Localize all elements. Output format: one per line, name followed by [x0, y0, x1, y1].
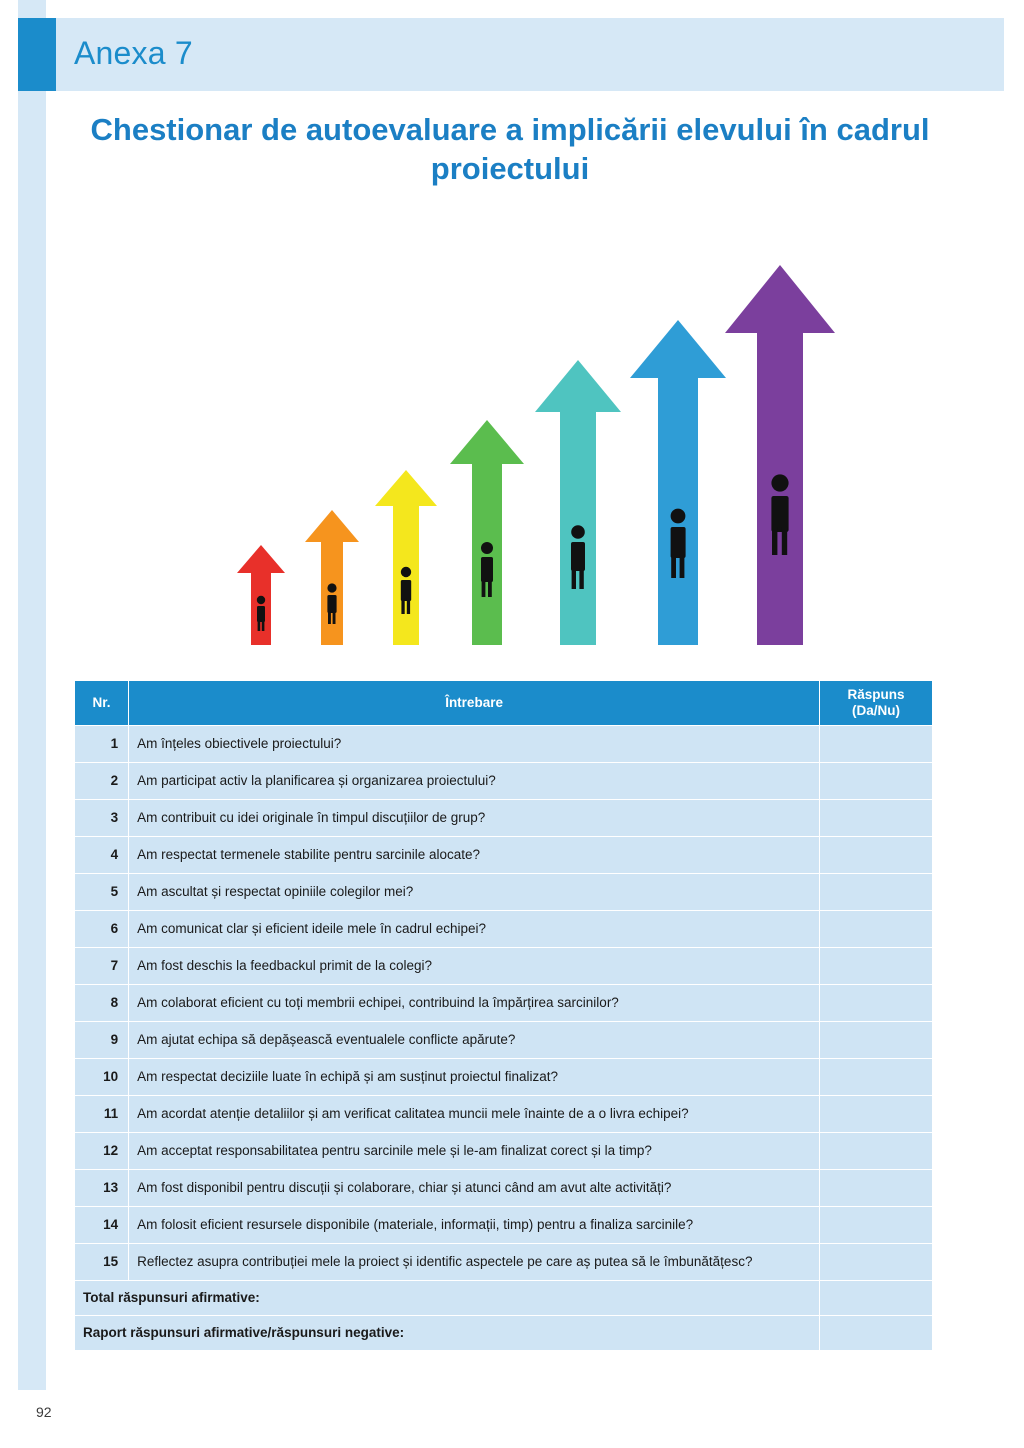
row-number: 14 — [75, 1207, 129, 1244]
table-row — [75, 1207, 933, 1244]
row-answer-cell[interactable] — [820, 1207, 933, 1244]
arrow-5 — [535, 360, 621, 645]
column-header-question: Întrebare — [129, 681, 820, 726]
row-question: Am acceptat responsabilitatea pentru sarcinile mele și le-am finalizat corect și la timp? — [129, 1133, 820, 1170]
growth-arrows-illustration — [215, 265, 815, 645]
arrow-7 — [725, 265, 835, 645]
table-row — [75, 1096, 933, 1133]
table-row — [75, 985, 933, 1022]
summary-label: Total răspunsuri afirmative: — [75, 1281, 820, 1316]
row-answer-cell[interactable] — [820, 985, 933, 1022]
row-question: Am colaborat eficient cu toți membrii echipei, contribuind la împărțirea sarcinilor? — [129, 985, 820, 1022]
row-question: Am respectat termenele stabilite pentru sarcinile alocate? — [129, 837, 820, 874]
row-answer-cell[interactable] — [820, 837, 933, 874]
row-number: 12 — [75, 1133, 129, 1170]
row-question: Am comunicat clar și eficient ideile mele în cadrul echipei? — [129, 911, 820, 948]
column-header-answer-line1: Răspuns — [847, 687, 905, 702]
column-header-answer — [820, 681, 933, 726]
row-number: 11 — [75, 1096, 129, 1133]
row-question: Am fost disponibil pentru discuții și colaborare, chiar și atunci când am avut alte activități? — [129, 1170, 820, 1207]
row-answer-cell[interactable] — [820, 911, 933, 948]
row-question: Am înțeles obiectivele proiectului? — [129, 726, 820, 763]
row-question: Am participat activ la planificarea și organizarea proiectului? — [129, 763, 820, 800]
annex-label: Anexa 7 — [74, 35, 193, 71]
table-row — [75, 763, 933, 800]
table-row — [75, 1170, 933, 1207]
arrow-2 — [305, 510, 359, 645]
row-number: 10 — [75, 1059, 129, 1096]
row-number: 1 — [75, 726, 129, 763]
summary-row-ratio — [75, 1316, 933, 1351]
table-header — [75, 681, 933, 726]
table-row — [75, 1022, 933, 1059]
arrow-3 — [375, 470, 437, 645]
arrow-icon — [725, 265, 835, 645]
row-answer-cell[interactable] — [820, 726, 933, 763]
row-number: 3 — [75, 800, 129, 837]
row-question: Am acordat atenție detaliilor și am verificat calitatea muncii mele înainte de a o livra echipei? — [129, 1096, 820, 1133]
arrow-icon — [450, 420, 524, 645]
row-answer-cell[interactable] — [820, 1059, 933, 1096]
summary-answer-cell[interactable] — [820, 1281, 933, 1316]
table-row — [75, 726, 933, 763]
row-number: 6 — [75, 911, 129, 948]
summary-row-total — [75, 1281, 933, 1316]
summary-answer-cell[interactable] — [820, 1316, 933, 1351]
row-answer-cell[interactable] — [820, 1170, 933, 1207]
table-row — [75, 837, 933, 874]
column-header-answer-line2: (Da/Nu) — [852, 703, 901, 718]
header-accent-tab — [18, 18, 56, 91]
row-answer-cell[interactable] — [820, 948, 933, 985]
page-number: 92 — [36, 1404, 52, 1420]
row-number: 13 — [75, 1170, 129, 1207]
column-header-nr: Nr. — [75, 681, 129, 726]
table-row — [75, 1244, 933, 1281]
arrow-4 — [450, 420, 524, 645]
left-decorative-bar — [18, 0, 46, 1390]
row-number: 5 — [75, 874, 129, 911]
arrow-icon — [305, 510, 359, 645]
row-number: 8 — [75, 985, 129, 1022]
table-row — [75, 948, 933, 985]
table-row — [75, 1133, 933, 1170]
row-number: 7 — [75, 948, 129, 985]
table-header-row — [75, 681, 933, 726]
row-answer-cell[interactable] — [820, 1096, 933, 1133]
page-title: Chestionar de autoevaluare a implicării elevului în cadrul proiectului — [90, 112, 930, 186]
row-question: Am respectat deciziile luate în echipă și am susținut proiectul finalizat? — [129, 1059, 820, 1096]
row-number: 9 — [75, 1022, 129, 1059]
row-answer-cell[interactable] — [820, 1244, 933, 1281]
table-row — [75, 911, 933, 948]
table-row — [75, 874, 933, 911]
table-row — [75, 1059, 933, 1096]
row-answer-cell[interactable] — [820, 874, 933, 911]
row-number: 4 — [75, 837, 129, 874]
table-body — [75, 726, 933, 1351]
arrow-1 — [237, 545, 285, 645]
row-answer-cell[interactable] — [820, 763, 933, 800]
arrow-icon — [630, 320, 726, 645]
row-question: Am fost deschis la feedbackul primit de la colegi? — [129, 948, 820, 985]
row-answer-cell[interactable] — [820, 1133, 933, 1170]
arrow-icon — [535, 360, 621, 645]
row-number: 15 — [75, 1244, 129, 1281]
row-question: Am contribuit cu idei originale în timpul discuțiilor de grup? — [129, 800, 820, 837]
table-row — [75, 800, 933, 837]
self-assessment-table — [74, 680, 933, 1351]
row-question: Reflectez asupra contribuției mele la proiect și identific aspectele pe care aș putea să le îmbunătățesc? — [129, 1244, 820, 1281]
summary-label: Raport răspunsuri afirmative/răspunsuri negative: — [75, 1316, 820, 1351]
row-number: 2 — [75, 763, 129, 800]
row-question: Am ajutat echipa să depășească eventualele conflicte apărute? — [129, 1022, 820, 1059]
row-answer-cell[interactable] — [820, 800, 933, 837]
arrow-icon — [375, 470, 437, 645]
arrow-icon — [237, 545, 285, 645]
row-question: Am ascultat și respectat opiniile colegilor mei? — [129, 874, 820, 911]
row-question: Am folosit eficient resursele disponibile (materiale, informații, timp) pentru a finaliza sarcinile? — [129, 1207, 820, 1244]
row-answer-cell[interactable] — [820, 1022, 933, 1059]
arrow-6 — [630, 320, 726, 645]
